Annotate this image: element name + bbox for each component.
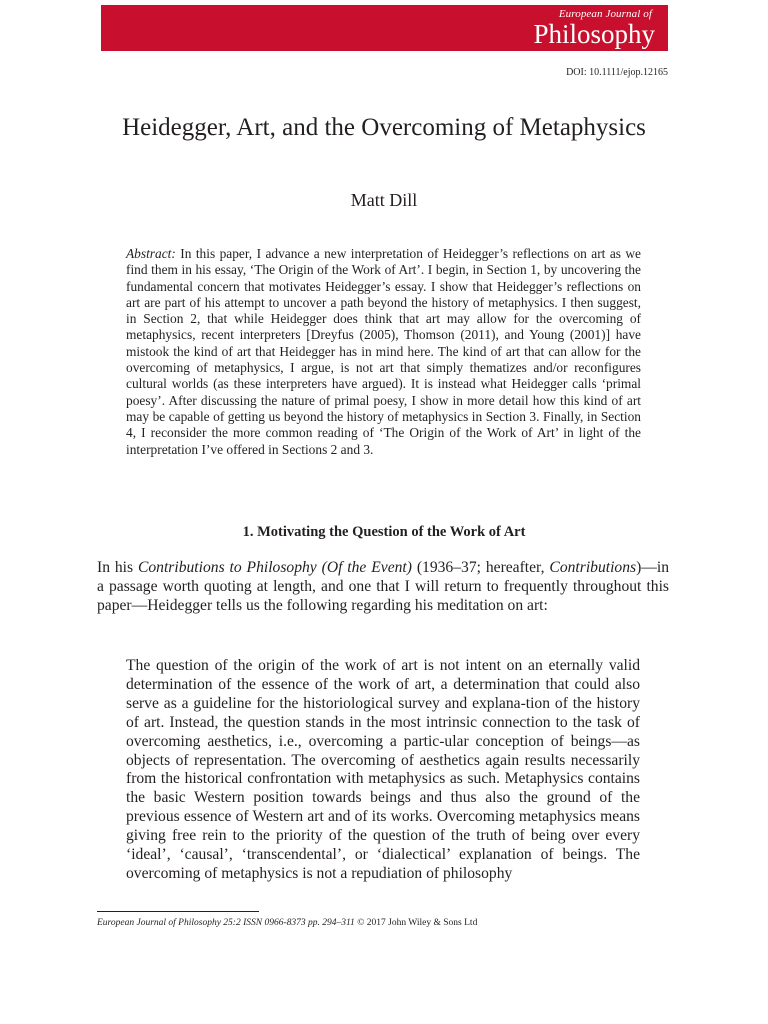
author-name: Matt Dill [350,190,418,210]
work-short-title: Contributions [549,559,637,576]
footer-copyright: © 2017 John Wiley & Sons Ltd [354,918,478,928]
footer-journal-citation: European Journal of Philosophy 25:2 ISSN 0966-8373 pp. 294–311 [97,918,355,928]
footer-citation [97,918,477,928]
doi-link[interactable]: DOI: 10.1111/ejop.12165 [566,67,668,78]
block-quote: The question of the origin of the work of art is not intent on an eternally valid determination of the essence of the work of art, a determination that could also serve as a guideline for the historiological survey and explana-tion of the history of art. Instead, the question stands in the most intrinsic connection to the task of overcoming aesthetics, i.e., overcoming a partic-ular conception of beings—as objects of representation. The overcoming of aesthetics again results necessarily from the historical confrontation with metaphysics as such. Metaphysics contains the basic Western position towards beings and thus also the ground of the previous essence of Western art and of its works. Overcoming metaphysics means giving free rein to the priority of the question of the truth of being over every ‘ideal’, ‘causal’, ‘transcendental’, or ‘dialectical’ explanation of beings. The overcoming of metaphysics is not a repudiation of philosophy [126,657,640,882]
intro-part-2: (1936–37; hereafter, [411,559,550,576]
doi-reference [566,67,668,78]
intro-part-1: In his [97,559,138,576]
work-title: Contributions to Philosophy (Of the Event) [137,559,412,576]
body-paragraph [97,558,669,615]
abstract-label: Abstract: [126,246,176,261]
intro-part-3: )—in a passage worth quoting at length, and one that I will return to frequently throughout this paper—Heidegger tells us the following regarding his meditation on art: [97,559,669,614]
abstract-text: In this paper, I advance a new interpretation of Heidegger’s reflections on art as we find them in his essay, ‘The Origin of the Work of Art’. I begin, in Section 1, by uncovering the fundamental concern that motivates Heidegger’s essay. I show that Heidegger’s reflections on art are part of his attempt to uncover a path beyond the history of metaphysics. I then suggest, in Section 2, that while Heidegger does think that art may allow for the overcoming of metaphysics, recent interpreters [Dreyfus (2005), Thomson (2011), and Young (2001)] have mistook the kind of art that Heidegger has in mind here. The kind of art that can allow for the overcoming of metaphysics, I argue, is not art that simply thematizes and/or reconfigures cultural worlds (as these interpreters have argued). It is instead what Heidegger calls ‘primal poesy’. After discussing the nature of primal poesy, I show in more detail how this kind of art may be capable of getting us beyond the history of metaphysics in Section 3. Finally, in Section 4, I reconsider the more common reading of ‘The Origin of the Work of Art’ in light of the interpretation I’ve offered in Sections 2 and 3. [126,246,641,457]
journal-banner [101,5,668,51]
article-title: Heidegger, Art, and the Overcoming of Metaphysics [122,114,646,141]
abstract [126,246,641,458]
journal-name-large: Philosophy [533,19,655,49]
footer-divider [97,911,259,912]
section-heading: 1. Motivating the Question of the Work of Art [242,524,526,540]
journal-name-small: European Journal of [558,8,652,20]
